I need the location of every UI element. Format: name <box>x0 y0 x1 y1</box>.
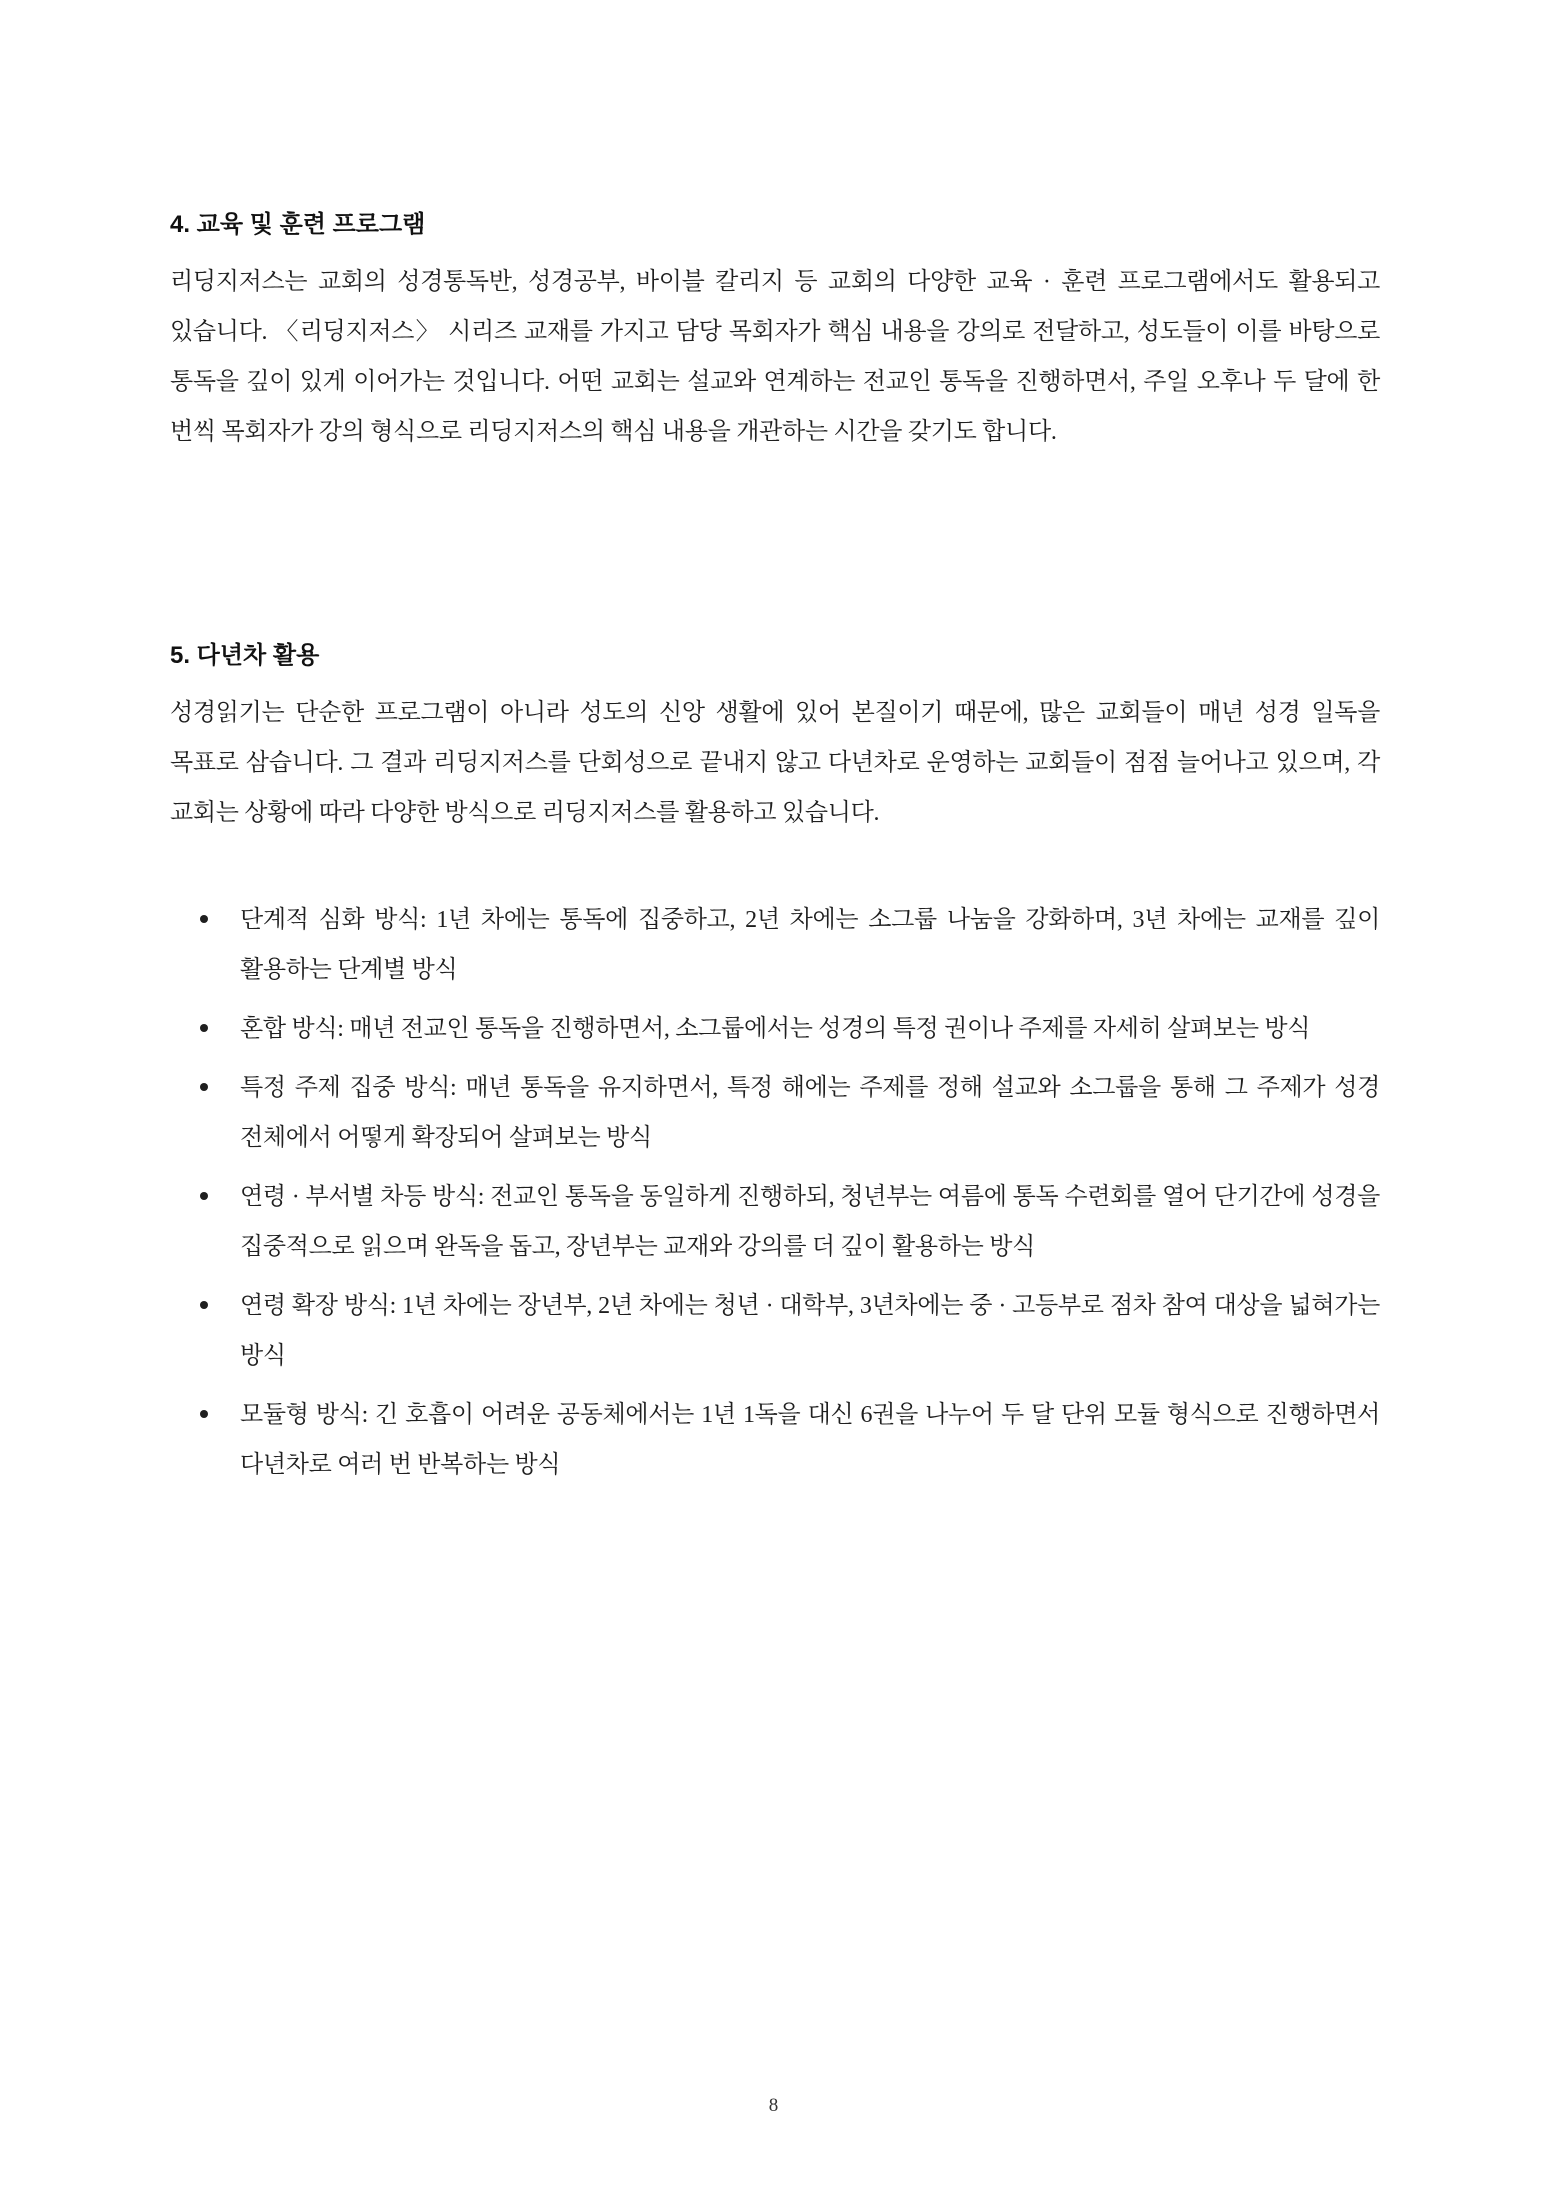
section-heading: 4. 교육 및 훈련 프로그램 <box>170 211 426 238</box>
bullet-icon <box>200 1024 208 1032</box>
section-heading: 5. 다년차 활용 <box>170 642 320 669</box>
page-number: 8 <box>768 2095 779 2116</box>
list-item <box>204 1004 1380 1054</box>
list-item <box>204 1172 1380 1272</box>
list-item-text: 특정 주제 집중 방식: 매년 통독을 유지하면서, 특정 해에는 주제를 정해 설교와 소그룹을 통해 그 주제가 성경 전체에서 어떻게 확장되어 살펴보는 방식 <box>240 1075 1380 1151</box>
bullet-icon <box>200 1192 208 1200</box>
list-item <box>204 1281 1380 1381</box>
list-item-text: 단계적 심화 방식: 1년 차에는 통독에 집중하고, 2년 차에는 소그룹 나눔을 강화하며, 3년 차에는 교재를 깊이 활용하는 단계별 방식 <box>240 907 1380 983</box>
list-item-text: 혼합 방식: 매년 전교인 통독을 진행하면서, 소그룹에서는 성경의 특정 권이나 주제를 자세히 살펴보는 방식 <box>240 1016 1311 1042</box>
bullet-icon <box>200 1301 208 1309</box>
list-item <box>204 1063 1380 1163</box>
bullet-icon <box>200 1083 208 1091</box>
list-item-text: 연령 확장 방식: 1년 차에는 장년부, 2년 차에는 청년 · 대학부, 3년차에는 중 · 고등부로 점차 참여 대상을 넓혀가는 방식 <box>240 1293 1380 1369</box>
bullet-icon <box>200 1410 208 1418</box>
list-item-text: 모듈형 방식: 긴 호흡이 어려운 공동체에서는 1년 1독을 대신 6권을 나누어 두 달 단위 모듈 형식으로 진행하면서 다년차로 여러 번 반복하는 방식 <box>240 1402 1380 1478</box>
section-education-training <box>170 205 1380 457</box>
section-multi-year-use <box>170 636 1380 838</box>
section-body: 리딩지저스는 교회의 성경통독반, 성경공부, 바이블 칼리지 등 교회의 다양한 교육 · 훈련 프로그램에서도 활용되고 있습니다. 〈리딩지저스〉 시리즈 교재를 가지고 담당 목회자가 핵심 내용을 강의로 전달하고, 성도들이 이를 바탕으로 통독을 깊이 있게 이어가는 것입니다. 어떤 교회는 설교와 연계하는 전교인 통독을 진행하면서, 주일 오후나 두 달에 한 번씩 목회자가 강의 형식으로 리딩지저스의 핵심 내용을 개관하는 시간을 갖기도 합니다. <box>170 269 1380 445</box>
bullet-icon <box>200 915 208 923</box>
list-item <box>204 895 1380 995</box>
section-body: 성경읽기는 단순한 프로그램이 아니라 성도의 신앙 생활에 있어 본질이기 때문에, 많은 교회들이 매년 성경 일독을 목표로 삼습니다. 그 결과 리딩지저스를 단회성으로 끝내지 않고 다년차로 운영하는 교회들이 점점 늘어나고 있으며, 각 교회는 상황에 따라 다양한 방식으로 리딩지저스를 활용하고 있습니다. <box>170 700 1380 826</box>
list-item-text: 연령 · 부서별 차등 방식: 전교인 통독을 동일하게 진행하되, 청년부는 여름에 통독 수련회를 열어 단기간에 성경을 집중적으로 읽으며 완독을 돕고, 장년부는 교재와 강의를 더 깊이 활용하는 방식 <box>240 1184 1380 1260</box>
list-item <box>204 1390 1380 1490</box>
method-bullet-list <box>204 895 1380 1499</box>
